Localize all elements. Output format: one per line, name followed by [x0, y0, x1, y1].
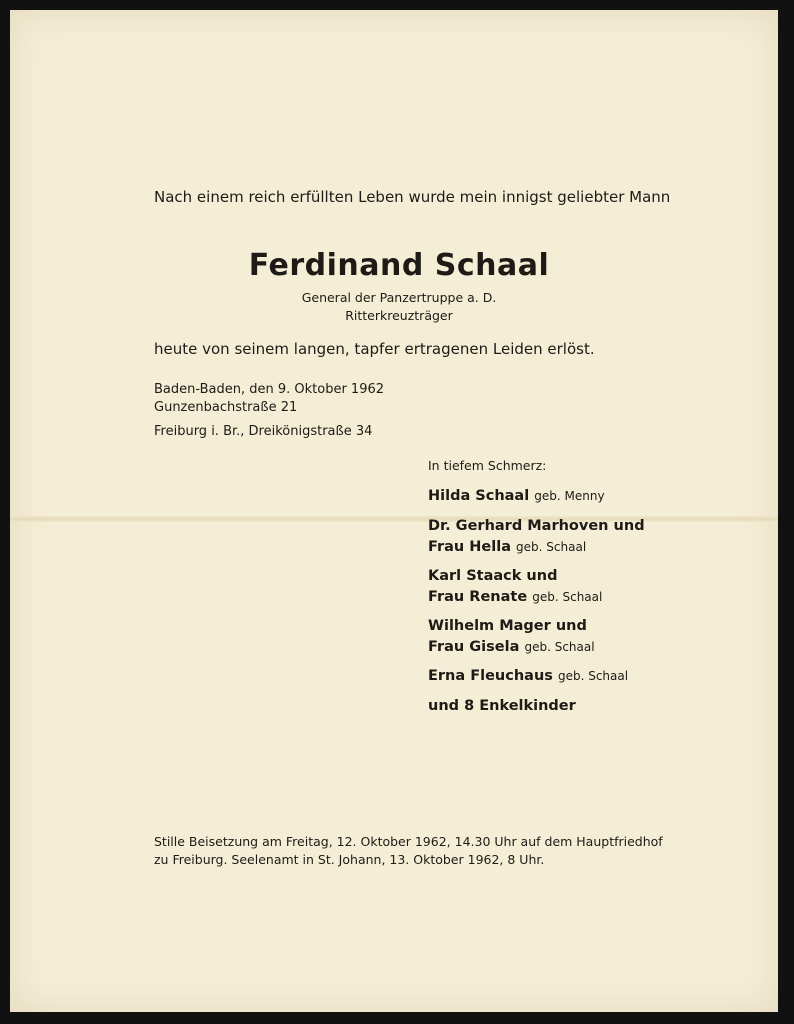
funeral-info-line: Stille Beisetzung am Freitag, 12. Oktober 1962, 14.30 Uhr auf dem Hauptfriedhof	[154, 834, 663, 849]
mourner-entry: Wilhelm Mager und	[428, 618, 587, 634]
address-line: Gunzenbachstraße 21	[154, 400, 298, 415]
mourner-entry: Frau Hella geb. Schaal	[428, 539, 587, 555]
mourner-entry: und 8 Enkelkinder	[428, 698, 576, 714]
paper-sheet	[10, 10, 778, 1012]
mourner-entry: Hilda Schaal geb. Menny	[428, 488, 605, 504]
intro-text: Nach einem reich erfüllten Leben wurde mein innigst geliebter Mann	[154, 188, 671, 206]
mourner-entry: Frau Gisela geb. Schaal	[428, 639, 595, 655]
relief-text: heute von seinem langen, tapfer ertragenen Leiden erlöst.	[154, 340, 595, 358]
deceased-rank: General der Panzertruppe a. D.	[301, 290, 497, 305]
mourner-entry: Karl Staack und	[428, 568, 558, 584]
mourner-entry: Erna Fleuchaus geb. Schaal	[428, 668, 629, 684]
mourner-entry: Dr. Gerhard Marhoven und	[428, 518, 645, 534]
address-line: Freiburg i. Br., Dreikönigstraße 34	[154, 424, 373, 439]
mourners-heading: In tiefem Schmerz:	[428, 458, 547, 473]
funeral-info-line: zu Freiburg. Seelenamt in St. Johann, 13. Oktober 1962, 8 Uhr.	[154, 852, 545, 867]
paper-fold-crease	[10, 516, 778, 522]
deceased-name: Ferdinand Schaal	[248, 248, 550, 283]
deceased-award: Ritterkreuzträger	[345, 308, 453, 323]
place-date-line: Baden-Baden, den 9. Oktober 1962	[154, 382, 385, 397]
mourner-entry: Frau Renate geb. Schaal	[428, 589, 603, 605]
